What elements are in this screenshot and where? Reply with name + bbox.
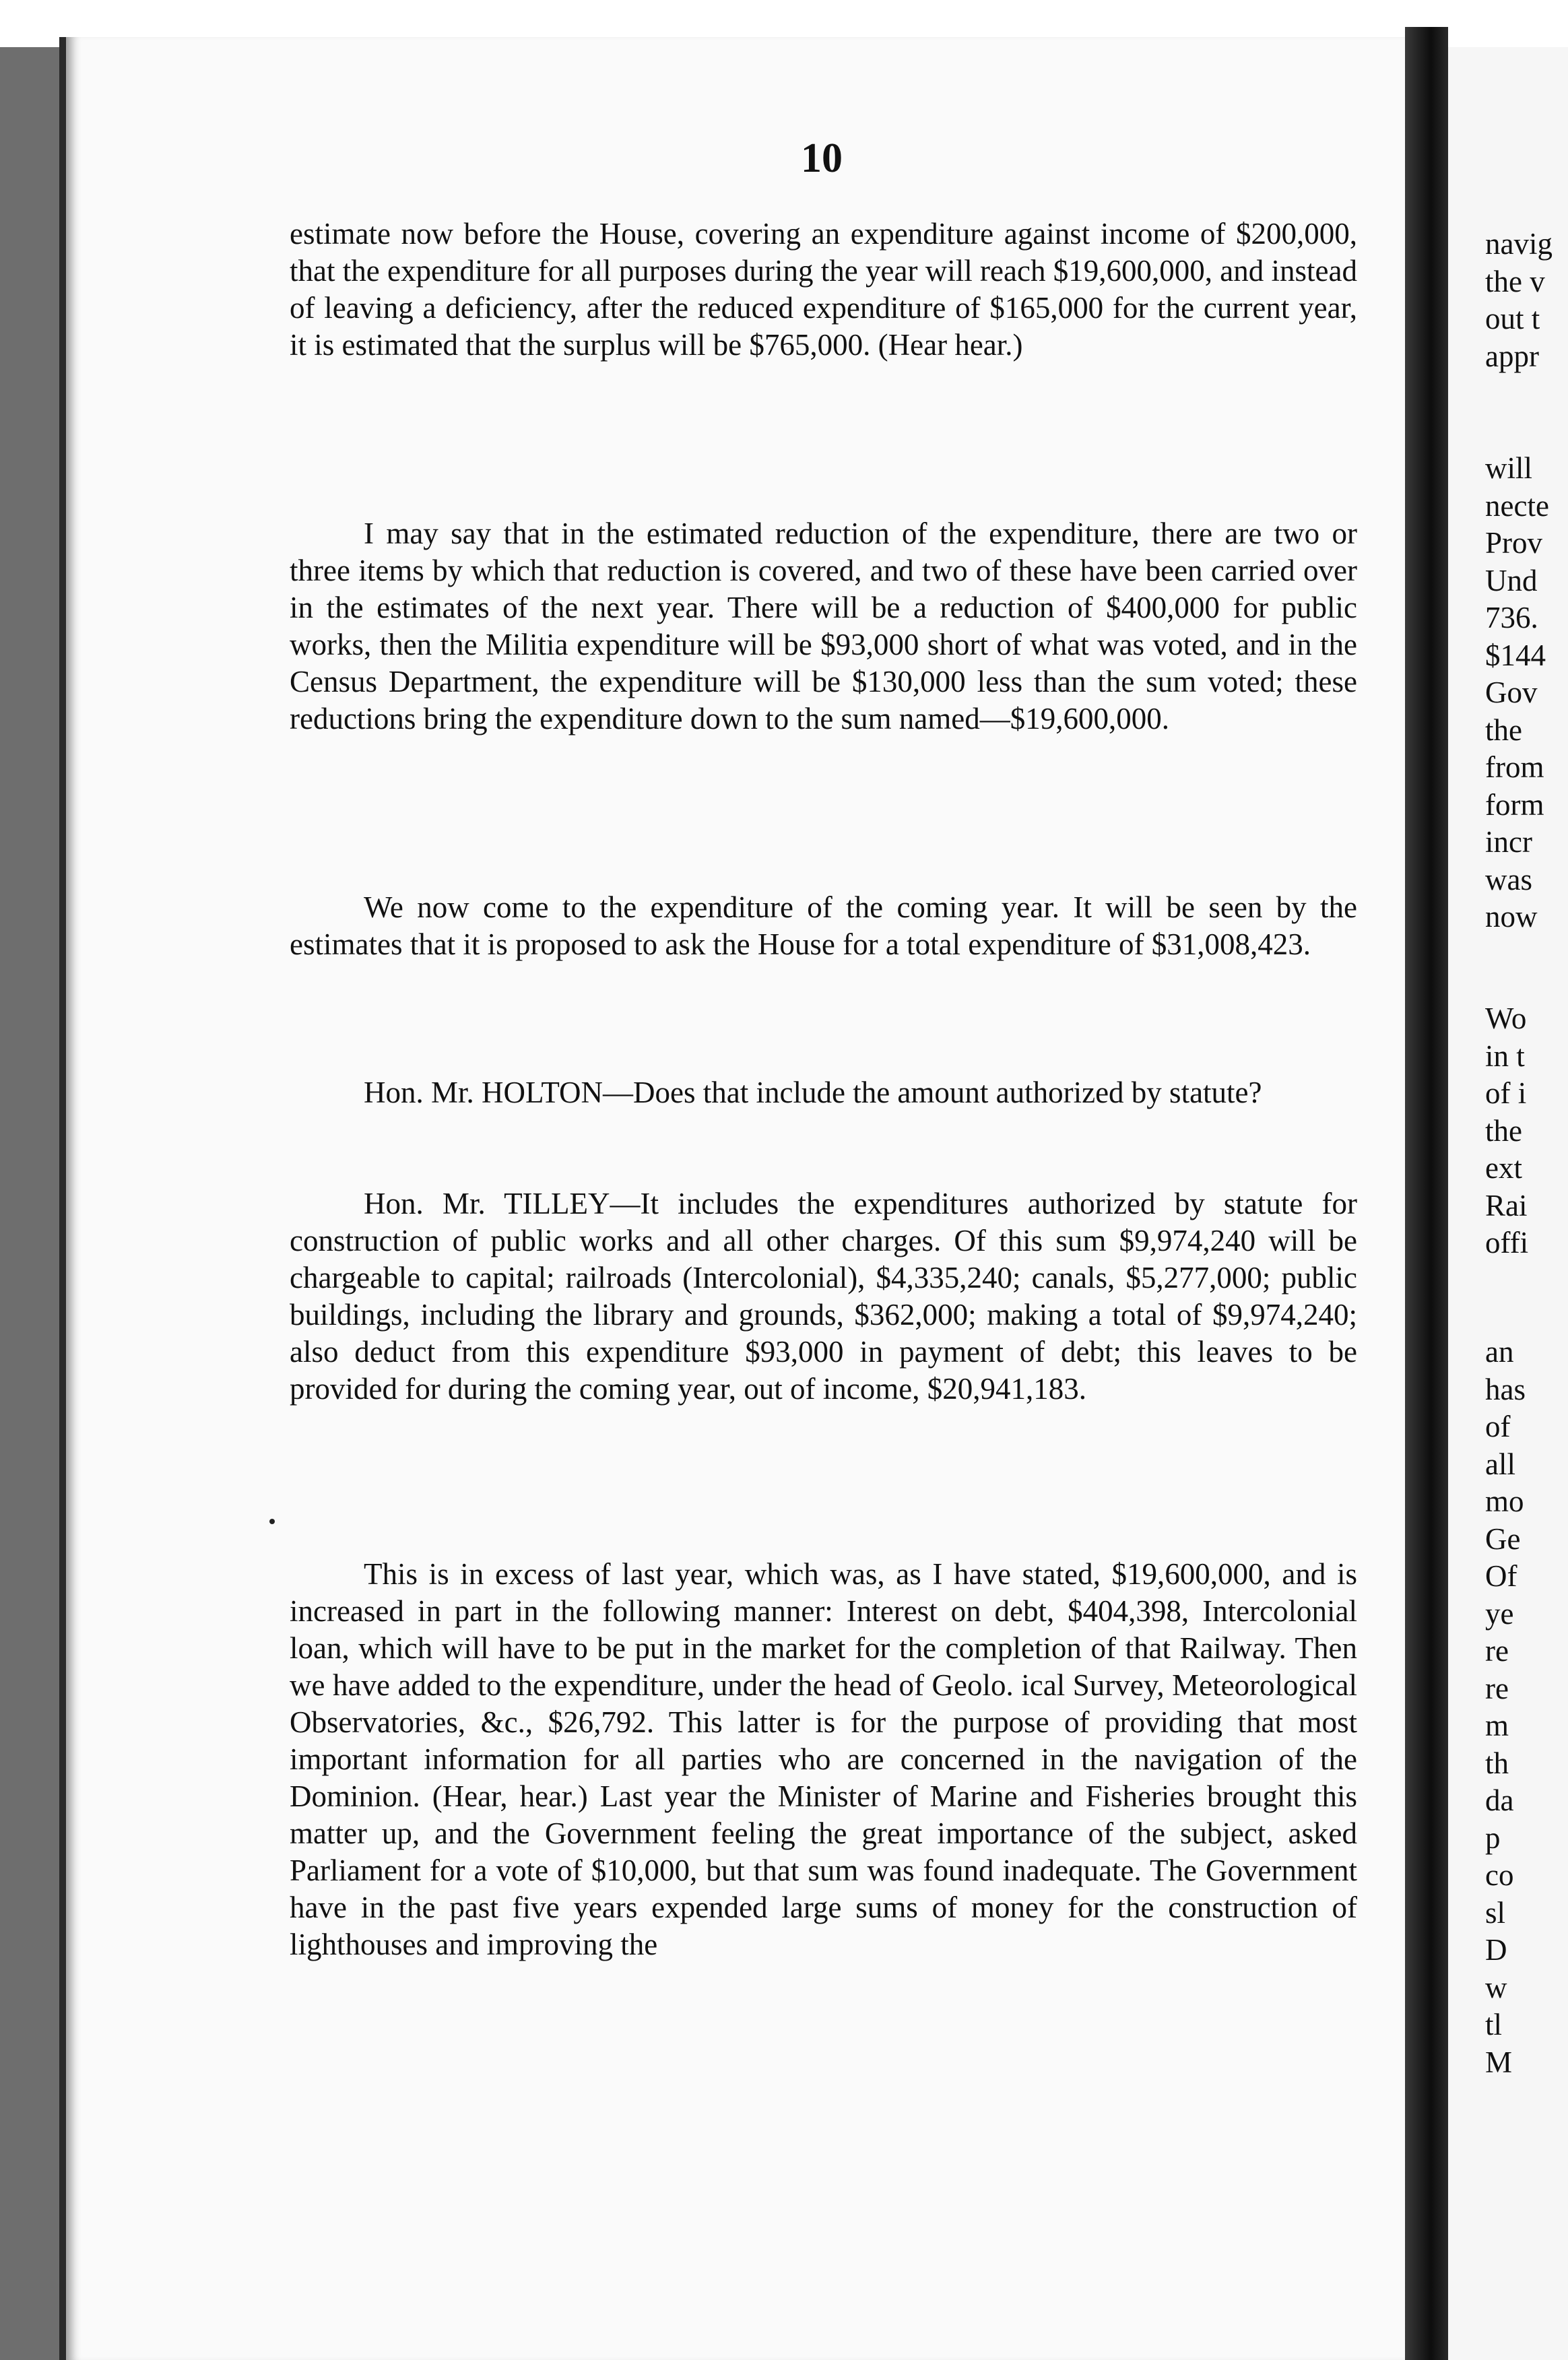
- right-fragment-line: the v: [1485, 264, 1545, 298]
- right-fragment-line: of: [1485, 1410, 1511, 1443]
- right-fragment-line: w: [1485, 1970, 1507, 2004]
- right-fragment-line: of i: [1485, 1076, 1527, 1110]
- right-fragment-line: from: [1485, 750, 1544, 784]
- right-fragment-line: D: [1485, 1933, 1507, 1967]
- right-fragment-line: mo: [1485, 1484, 1524, 1518]
- right-fragment-line: th: [1485, 1746, 1509, 1780]
- right-fragment-line: M: [1485, 2045, 1513, 2079]
- right-fragment-line: 736.: [1485, 601, 1538, 634]
- right-fragment-group-4: [1485, 1334, 1526, 2081]
- right-fragment-line: Und: [1485, 563, 1538, 597]
- right-fragment-line: re: [1485, 1671, 1509, 1705]
- right-fragment-group-2: [1485, 450, 1549, 936]
- right-fragment-line: out t: [1485, 302, 1540, 335]
- right-fragment-line: m: [1485, 1709, 1509, 1742]
- right-fragment-line: will: [1485, 451, 1533, 485]
- right-fragment-line: ext: [1485, 1151, 1522, 1185]
- right-fragment-line: form: [1485, 787, 1544, 822]
- right-fragment-line: Wo: [1485, 1002, 1527, 1035]
- right-fragment-line: Gov: [1485, 676, 1538, 709]
- right-fragment-line: Ge: [1485, 1521, 1521, 1556]
- paragraph-tilley: Hon. Mr. TILLEY—It includes the expenditures authorized by statute for construction of public works and all other charges. Of this sum $9,974,240 will be chargeable to capital; railroads (Intercolonial), $4,335,240; canals, $5,277,000; public buildings, including the library and grounds, $362,000; making a total of $9,974,240; also deduct from this expenditure $93,000 in payment of debt; this leaves to be provided for during the coming year, out of income, $20,941,183.: [290, 1187, 1357, 1406]
- right-fragment-line: offi: [1485, 1226, 1529, 1259]
- right-fragment-line: Of: [1485, 1559, 1517, 1593]
- book-gutter: [1405, 27, 1448, 2360]
- right-fragment-group-3: [1485, 1000, 1528, 1262]
- right-fragment-group-1: [1485, 226, 1553, 375]
- right-fragment-line: navig: [1485, 227, 1553, 261]
- right-fragment-line: $144: [1485, 638, 1546, 672]
- right-fragment-line: sl: [1485, 1895, 1506, 1930]
- right-fragment-line: Rai: [1485, 1188, 1528, 1222]
- right-fragment-line: an: [1485, 1335, 1514, 1369]
- paragraph-holton: Hon. Mr. HOLTON—Does that include the amount authorized by statute?: [364, 1076, 1262, 1109]
- print-speck: [269, 1519, 275, 1524]
- right-fragment-line: the: [1485, 713, 1522, 747]
- right-fragment-line: p: [1485, 1821, 1501, 1855]
- right-fragment-line: was: [1485, 862, 1532, 896]
- paragraph-3: We now come to the expenditure of the coming year. It will be seen by the estimates that it is proposed to ask the House for a total expenditure of $31,008,423.: [290, 890, 1357, 961]
- right-fragment-line: necte: [1485, 488, 1549, 523]
- right-fragment-line: ye: [1485, 1596, 1514, 1631]
- paragraph-1: estimate now before the House, covering an expenditure against income of $200,000, that the expenditure for all purposes during the year will reach $19,600,000, and instead of leaving a deficiency, after the reduced expenditure of $165,000 for the current year, it is estimated that the surplus will be $765,000. (Hear hear.): [290, 217, 1357, 362]
- right-fragment-line: re: [1485, 1634, 1509, 1668]
- right-fragment-line: now: [1485, 900, 1538, 933]
- paragraph-6: This is in excess of last year, which was, as I have stated, $19,600,000, and is increased in part in the following manner: Interest on debt, $404,398, Intercolonial loan, which will have to be put in the market for the completion of that Railway. Then we have added to the expenditure, under the head of Geolo. ical Survey, Meteorological Observatories, &c., $26,792. This latter is for the purpose of providing that most important information for all parties who are concerned in the navigation of the Dominion. (Hear, hear.) Last year the Minister of Marine and Fisheries brought this matter up, and the Government feeling the great importance of the subject, asked Parliament for a vote of $10,000, but that sum was found inadequate. The Government have in the past five years expended large sums of money for the construction of lighthouses and improving the: [290, 1557, 1357, 1961]
- right-fragment-line: appr: [1485, 339, 1539, 373]
- right-fragment-line: da: [1485, 1783, 1514, 1817]
- right-fragment-line: the: [1485, 1113, 1522, 1148]
- right-fragment-line: tl: [1485, 2008, 1503, 2041]
- right-fragment-line: has: [1485, 1372, 1526, 1406]
- right-fragment-line: Prov: [1485, 526, 1543, 560]
- right-fragment-line: incr: [1485, 825, 1532, 859]
- right-fragment-line: in t: [1485, 1039, 1525, 1073]
- page-number: 10: [801, 135, 843, 181]
- paragraph-2: I may say that in the estimated reduction of the expenditure, there are two or three items by which that reduction is covered, and two of these have been carried over in the estimates of the next year. There will be a reduction of $400,000 for public works, then the Militia expenditure will be $93,000 short of what was voted, and in the Census Department, the expenditure will be $130,000 less than the sum voted; these reductions bring the expenditure down to the sum named—$19,600,000.: [290, 517, 1357, 735]
- right-fragment-line: co: [1485, 1858, 1514, 1892]
- right-fragment-line: all: [1485, 1447, 1515, 1481]
